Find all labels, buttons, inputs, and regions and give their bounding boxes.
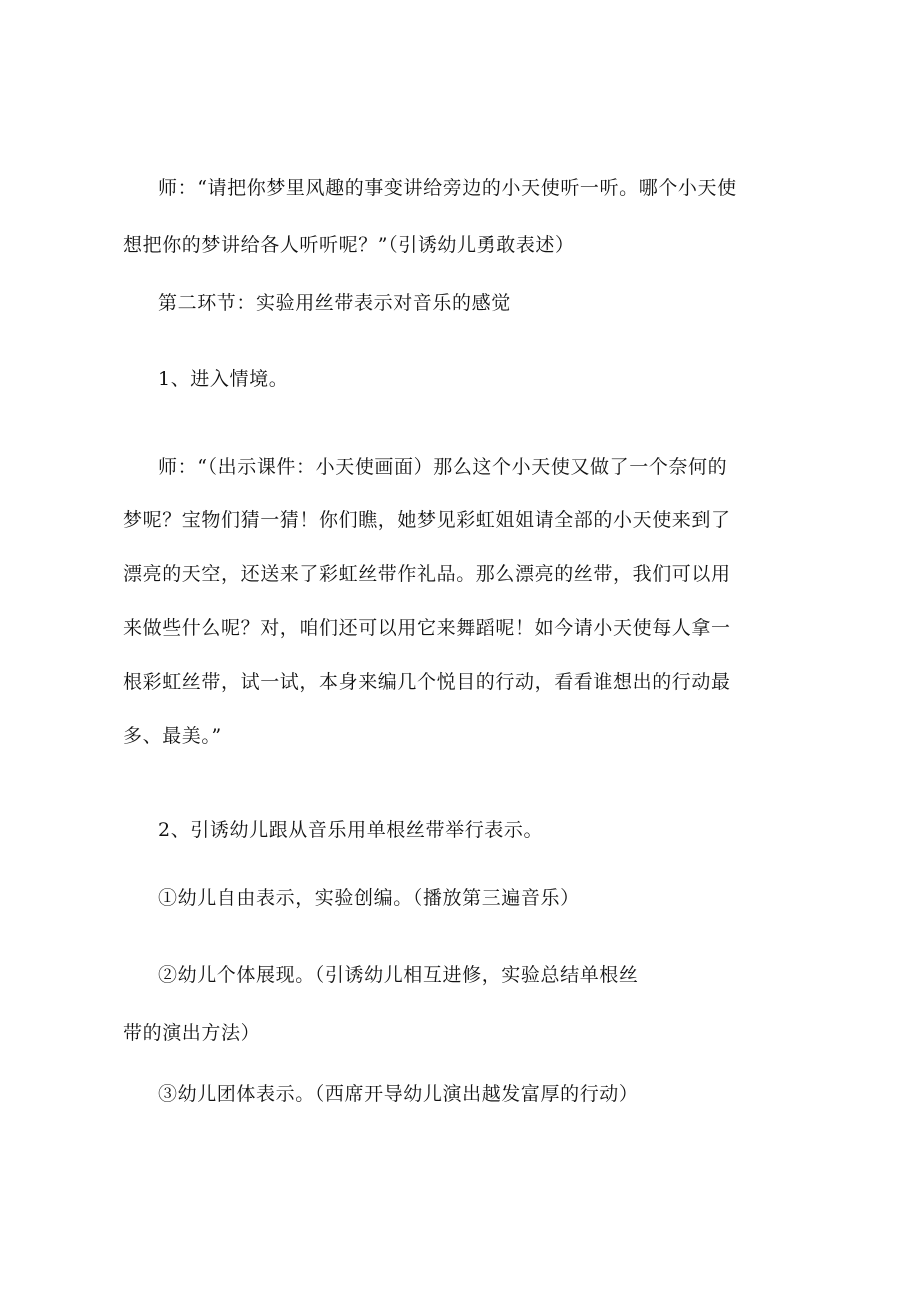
section-heading: 第二环节：实验用丝带表示对音乐的感觉 [158, 292, 511, 314]
paragraph-line-6: 梦呢？宝物们猜一猜！你们瞧，她梦见彩虹姐姐请全部的小天使来到了 [123, 509, 731, 531]
list-item-3: ③幼儿团体表示。（西席开导幼儿演出越发富厚的行动） [158, 1083, 639, 1105]
step-2-heading: 2、引诱幼儿跟从音乐用单根丝带举行表示。 [158, 819, 544, 841]
paragraph-line-10: 多、最美。” [123, 725, 222, 747]
paragraph-line-7: 漂亮的天空，还送来了彩虹丝带作礼品。那么漂亮的丝带，我们可以用 [123, 563, 731, 585]
paragraph-line-5: 师：“（出示课件：小天使画面）那么这个小天使又做了一个奈何的 [158, 456, 728, 478]
step-1-heading: 1、进入情境。 [158, 368, 289, 390]
paragraph-line-9: 根彩虹丝带，试一试，本身来编几个悦目的行动，看看谁想出的行动最 [123, 671, 731, 693]
paragraph-line-1: 师：“请把你梦里风趣的事变讲给旁边的小天使听一听。哪个小天使 [158, 177, 737, 199]
list-item-1: ①幼儿自由表示，实验创编。（播放第三遍音乐） [158, 887, 580, 909]
list-item-2-continued: 带的演出方法） [123, 1022, 261, 1044]
list-item-2: ②幼儿个体展现。（引诱幼儿相互进修，实验总结单根丝 [158, 964, 639, 986]
paragraph-line-8: 来做些什么呢？对，咱们还可以用它来舞蹈呢！如今请小天使每人拿一 [123, 617, 731, 639]
paragraph-line-2: 想把你的梦讲给各人听听呢？”（引诱幼儿勇敢表述） [123, 234, 575, 256]
